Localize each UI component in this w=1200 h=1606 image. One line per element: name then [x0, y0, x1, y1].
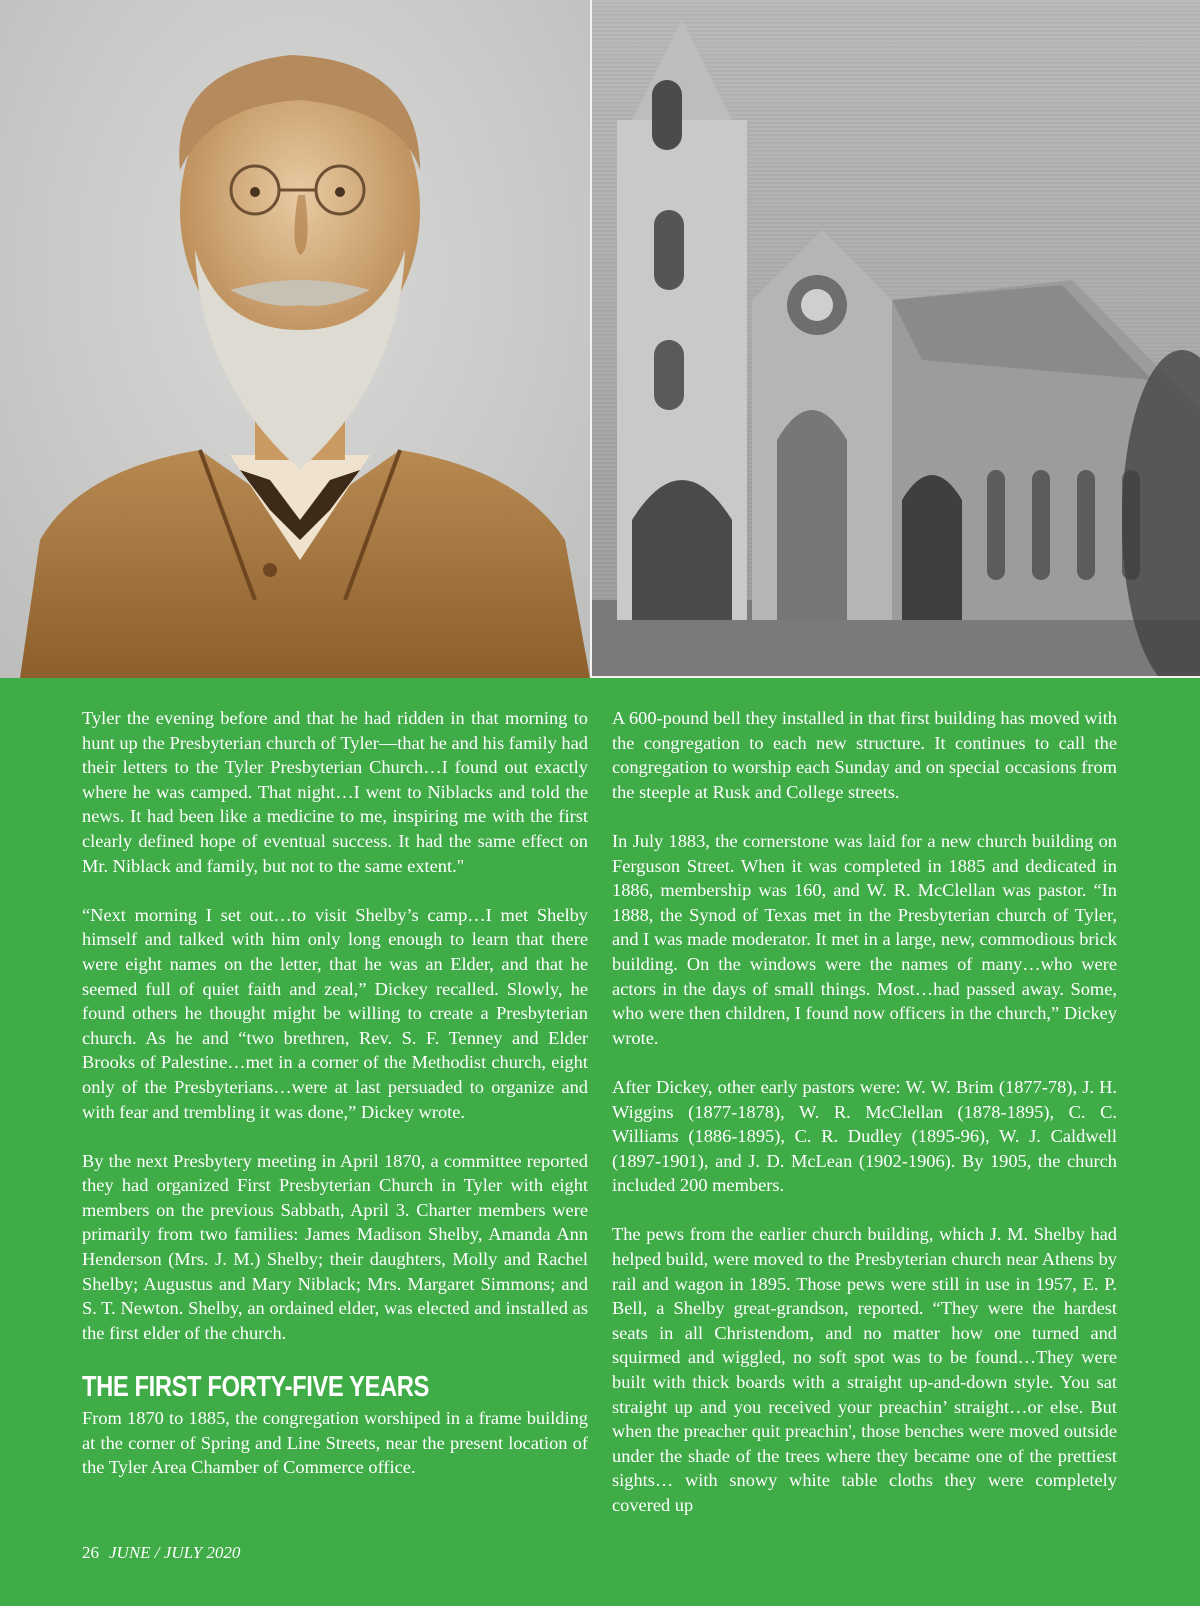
portrait-photo — [0, 0, 590, 678]
church-photo — [592, 0, 1200, 676]
page-footer — [82, 1543, 240, 1563]
section-heading: THE FIRST FORTY-FIVE YEARS — [82, 1371, 429, 1404]
right-paragraph-1: A 600-pound bell they installed in that first building has moved with the congregation to each new structure. It continues to call the congregation to worship each Sunday and on special occasions from the steeple at Rusk and College streets. — [612, 708, 1117, 802]
church-illustration — [592, 0, 1200, 676]
page-number: 26 — [82, 1543, 99, 1562]
left-text-column — [82, 706, 588, 1480]
left-paragraph-3: By the next Presbytery meeting in April 1870, a committee reported they had organized First Presbyterian Church in Tyler with eight members on the previous Sabbath, April 3. Charter members were primarily from two families: James Madison Shelby, Amanda Ann Henderson (Mrs. J. M.) Shelby; their daughters, Molly and Rachel Shelby; Augustus and Mary Niblack; Mrs. Margaret Simmons; and S. T. Newton. Shelby, an ordained elder, was elected and installed as the first elder of the church. — [82, 1150, 588, 1343]
left-paragraph-2: “Next morning I set out…to visit Shelby’s camp…I met Shelby himself and talked with him only long enough to learn that there were eight names on the letter, that he was an Elder, and that he seemed full of quiet faith and zeal,” Dickey recalled. Slowly, he found others he thought might be willing to create a Presbyterian church. As he and “two brethren, Rev. S. F. Tenney and Elder Brooks of Palestine…met in a corner of the Methodist church, eight only of the Presbyterians…were at last persuaded to organize and with fear and trembling it was done,” Dickey wrote. — [82, 904, 588, 1122]
portrait-illustration — [0, 0, 590, 678]
issue-label: JUNE / JULY 2020 — [109, 1543, 241, 1562]
left-paragraph-4: From 1870 to 1885, the congregation worshiped in a frame building at the corner of Spring and Line Streets, near the present location of the Tyler Area Chamber of Commerce office. — [82, 1408, 588, 1478]
right-paragraph-4: The pews from the earlier church building, which J. M. Shelby had helped build, were moved to the Presbyterian church near Athens by rail and wagon in 1895. Those pews were still in use in 1957, E. P. Bell, a Shelby great-grandson, reported. “They were the hardest seats in all Christendom, and no matter how one turned and squirmed and wiggled, no soft spot was to be found…They were built with thick boards with a straight up-and-down style. You sat straight up and you received your preachin’ straight…or else. But when the preacher quit preachin', those benches were moved outside under the shade of the trees where they became one of the prettiest sights… with snowy white table cloths they were completely covered up — [612, 1224, 1117, 1515]
right-paragraph-2: In July 1883, the cornerstone was laid for a new church building on Ferguson Street. When it was completed in 1885 and dedicated in 1886, membership was 160, and W. R. McClellan was pastor. “In 1888, the Synod of Texas met in the Presbyterian church of Tyler, and I was made moderator. It met in a large, new, commodious brick building. On the windows were the names of many…who were actors in the days of small things. Most…had passed away. Some, who were then children, I found now officers in the church,” Dickey wrote. — [612, 830, 1117, 1048]
photo-strip — [0, 0, 1200, 678]
right-text-column — [612, 706, 1117, 1518]
left-paragraph-1: Tyler the evening before and that he had ridden in that morning to hunt up the Presbyterian church of Tyler—that he and his family had their letters to the Tyler Presbyterian Church…I found out exactly where he was camped. That night…I went to Niblacks and told the news. It had been like a medicine to me, inspiring me with the first clearly defined hope of eventual success. It had the same effect on Mr. Niblack and family, but not to the same extent." — [82, 708, 588, 876]
right-paragraph-3: After Dickey, other early pastors were: W. W. Brim (1877-78), J. H. Wiggins (1877-1878), W. R. McClellan (1878-1895), C. C. Williams (1886-1895), C. R. Dudley (1895-96), W. J. Caldwell (1897-1901), and J. D. McLean (1902-1906). By 1905, the church included 200 members. — [612, 1076, 1117, 1196]
